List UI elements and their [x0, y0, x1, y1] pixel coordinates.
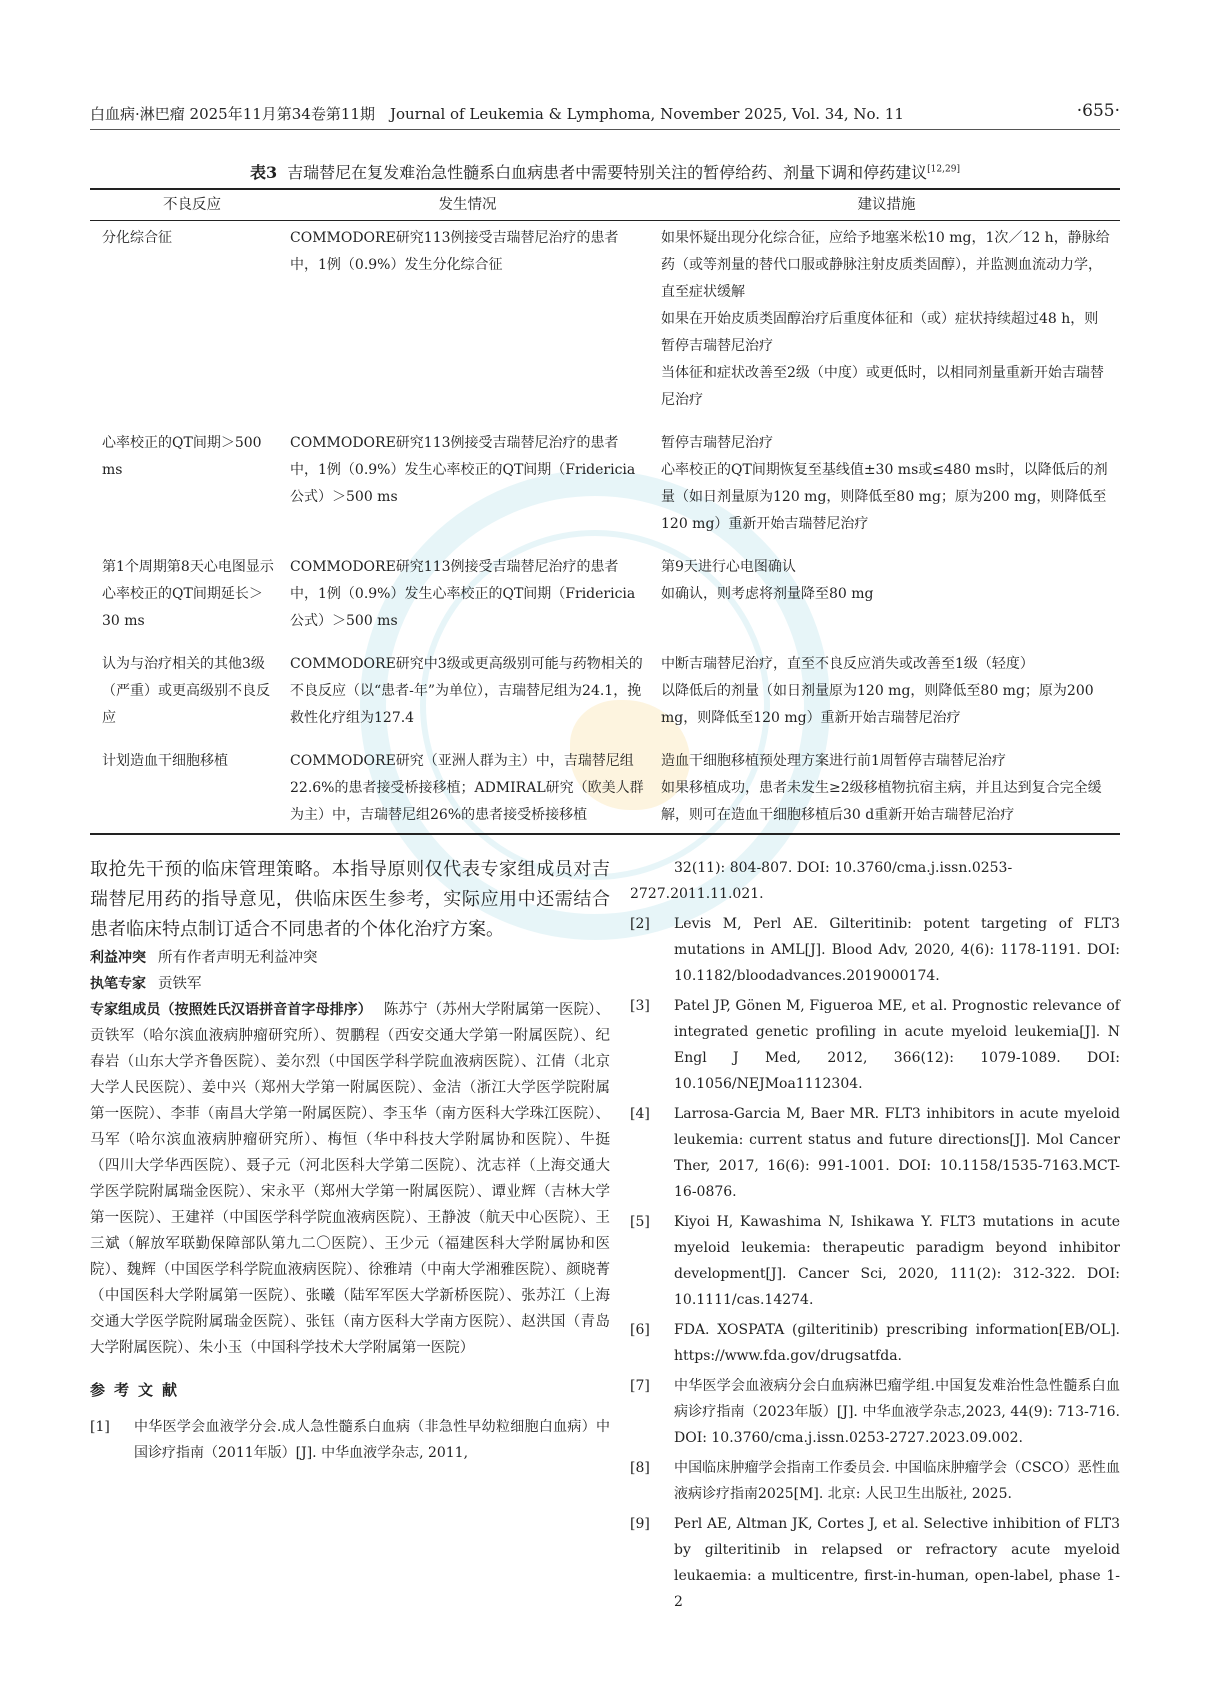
- reference-item: [630, 855, 1120, 907]
- reference-number: [8]: [630, 1460, 650, 1476]
- reference-item: [630, 911, 1120, 989]
- measure-item: 以降低后的剂量（如日剂量原为120 mg，则降低至80 mg；原为200 mg，则降低至120 mg）重新开始吉瑞替尼治疗: [661, 683, 1094, 726]
- reference-item: [630, 1373, 1120, 1451]
- table-row: [90, 744, 1120, 834]
- reference-text: 中华医学会血液病分会白血病淋巴瘤学组.中国复发难治性急性髓系白血病诊疗指南（2023年版）[J]. 中华血液学杂志,2023, 44(9): 713-716. DOI: 10.3760/cma.j.issn.0253-2727.2023.09.002.: [674, 1378, 1120, 1446]
- coi-text: 所有作者声明无利益冲突: [158, 950, 318, 966]
- reference-number: [1]: [90, 1419, 110, 1435]
- cell-reaction: 心率校正的QT间期＞500 ms: [102, 435, 262, 478]
- reference-item: [630, 1209, 1120, 1313]
- measure-item: 如确认，则考虑将剂量降至80 mg: [661, 586, 874, 602]
- reference-item: [630, 1317, 1120, 1369]
- conflict-of-interest: [90, 945, 610, 971]
- measure-item: 暂停吉瑞替尼治疗: [661, 435, 773, 451]
- page-number: ·655·: [1076, 101, 1120, 121]
- reference-item: [630, 993, 1120, 1097]
- reference-text: Perl AE, Altman JK, Cortes J, et al. Selective inhibition of FLT3 by gilteritinib in relapsed or refractory acute myeloid leukaemia: a multicentre, first-in-human, open-label, phase 1-2: [674, 1516, 1120, 1610]
- reference-number: [3]: [630, 998, 650, 1014]
- reference-text: Patel JP, Gönen M, Figueroa ME, et al. Prognostic relevance of integrated genetic profiling in acute myeloid leukemia[J]. N Engl J Med, 2012, 366(12): 1079-1089. DOI: 10.1056/NEJMoa1112304.: [674, 998, 1120, 1092]
- col-header-reaction: 不良反应: [90, 189, 282, 221]
- reference-number: [9]: [630, 1516, 650, 1532]
- journal-info: 白血病·淋巴瘤 2025年11月第34卷第11期 Journal of Leukemia & Lymphoma, November 2025, Vol. 34, No. 11: [90, 105, 904, 123]
- reference-item: [630, 1511, 1120, 1615]
- reference-number: [6]: [630, 1322, 650, 1338]
- table-title: 吉瑞替尼在复发难治急性髓系白血病患者中需要特别关注的暂停给药、剂量下调和停药建议: [287, 163, 928, 182]
- reference-text: Levis M, Perl AE. Gilteritinib: potent targeting of FLT3 mutations in AML[J]. Blood Adv, 2020, 4(6): 1178-1191. DOI: 10.1182/bloodadvances.2019000174.: [674, 916, 1120, 984]
- reference-item: [630, 1455, 1120, 1507]
- references-left: [90, 1414, 610, 1466]
- writing-expert: [90, 971, 610, 997]
- reference-text: 中国临床肿瘤学会指南工作委员会. 中国临床肿瘤学会（CSCO）恶性血液病诊疗指南2025[M]. 北京: 人民卫生出版社, 2025.: [674, 1460, 1120, 1502]
- table-title-ref: [12,29]: [927, 164, 960, 175]
- cell-occurrence: COMMODORE研究113例接受吉瑞替尼治疗的患者中，1例（0.9%）发生心率校正的QT间期（Fridericia公式）＞500 ms: [290, 435, 636, 505]
- author-text: 贡铁军: [158, 976, 202, 992]
- measure-item: 造血干细胞移植预处理方案进行前1周暂停吉瑞替尼治疗: [661, 753, 1006, 769]
- table-3: [90, 188, 1120, 835]
- reference-number: [2]: [630, 916, 650, 932]
- measure-item: 如果移植成功，患者未发生≥2级移植物抗宿主病，并且达到复合完全缓解，则可在造血干细胞移植后30 d重新开始吉瑞替尼治疗: [661, 780, 1102, 823]
- reference-number: [7]: [630, 1378, 650, 1394]
- cell-reaction: 分化综合征: [102, 230, 172, 246]
- cell-occurrence: COMMODORE研究（亚洲人群为主）中，吉瑞替尼组22.6%的患者接受桥接移植；ADMIRAL研究（欧美人群为主）中，吉瑞替尼组26%的患者接受桥接移植: [282, 744, 653, 834]
- cell-occurrence: COMMODORE研究113例接受吉瑞替尼治疗的患者中，1例（0.9%）发生心率校正的QT间期（Fridericia公式）＞500 ms: [290, 559, 636, 629]
- reference-text: 32(11): 804-807. DOI: 10.3760/cma.j.issn.0253-2727.2011.11.021.: [630, 860, 1013, 902]
- cell-measures: [653, 221, 1120, 427]
- cell-measures: [653, 647, 1120, 744]
- running-header: [90, 103, 1120, 130]
- measure-item: 心率校正的QT间期恢复至基线值±30 ms或≤480 ms时，以降低后的剂量（如日剂量原为120 mg，则降低至80 mg；原为200 mg，则降低至120 mg）重新开始吉瑞替尼治疗: [661, 462, 1108, 532]
- measure-item: 第9天进行心电图确认: [661, 559, 796, 575]
- reference-text: 中华医学会血液学分会.成人急性髓系白血病（非急性早幼粒细胞白血病）中国诊疗指南（2011年版）[J]. 中华血液学杂志, 2011,: [134, 1419, 610, 1461]
- reference-item: [630, 1101, 1120, 1205]
- table-header-row: [90, 189, 1120, 221]
- table-row: [90, 221, 1120, 427]
- table-label: 表3: [250, 163, 278, 182]
- expert-panel: [90, 997, 610, 1361]
- cell-measures: [653, 426, 1120, 550]
- cell-occurrence: COMMODORE研究中3级或更高级别可能与药物相关的不良反应（以“患者-年”为单位），吉瑞替尼组为24.1，挽救性化疗组为127.4: [290, 656, 643, 726]
- cell-reaction: 计划造血干细胞移植: [90, 744, 282, 834]
- panel-label: 专家组成员（按照姓氏汉语拼音首字母排序）: [90, 1002, 372, 1018]
- left-column: [90, 855, 610, 1470]
- reference-number: [5]: [630, 1214, 650, 1230]
- cell-reaction: 认为与治疗相关的其他3级（严重）或更高级别不良反应: [102, 656, 270, 726]
- col-header-occurrence: 发生情况: [282, 189, 653, 221]
- reference-text: Kiyoi H, Kawashima N, Ishikawa Y. FLT3 mutations in acute myeloid leukemia: therapeutic paradigm beyond inhibitor development[J]. Cancer Sci, 2020, 111(2): 312-322. DOI: 10.1111/cas.14274.: [674, 1214, 1120, 1308]
- coi-label: 利益冲突: [90, 950, 146, 966]
- reference-text: Larrosa-Garcia M, Baer MR. FLT3 inhibitors in acute myeloid leukemia: current status and future directions[J]. Mol Cancer Ther, 2017, 16(6): 991-1001. DOI: 10.1158/1535-7163.MCT-16-0876.: [674, 1106, 1120, 1200]
- panel-text: 陈苏宁（苏州大学附属第一医院）、贡铁军（哈尔滨血液病肿瘤研究所）、贺鹏程（西安交通大学第一附属医院）、纪春岩（山东大学齐鲁医院）、姜尔烈（中国医学科学院血液病医院）、江倩（北京大学人民医院）、姜中兴（郑州大学第一附属医院）、金洁（浙江大学医学院附属第一医院）、李菲（南昌大学第一附属医院）、李玉华（南方医科大学珠江医院）、马军（哈尔滨血液病肿瘤研究所）、梅恒（华中科技大学附属协和医院）、牛挺（四川大学华西医院）、聂子元（河北医科大学第二医院）、沈志祥（上海交通大学医学院附属瑞金医院）、宋永平（郑州大学第一附属医院）、谭业辉（吉林大学第一医院）、王建祥（中国医学科学院血液病医院）、王静波（航天中心医院）、王三斌（解放军联勤保障部队第九二〇医院）、王少元（福建医科大学附属协和医院）、魏辉（中国医学科学院血液病医院）、徐雅靖（中南大学湘雅医院）、颜晓菁（中国医科大学附属第一医院）、张曦（陆军军医大学新桥医院）、张苏江（上海交通大学医学院附属瑞金医院）、张钰（南方医科大学南方医院）、赵洪国（青岛大学附属医院）、朱小玉（中国科学技术大学附属第一医院）: [90, 1002, 611, 1356]
- table-caption: [90, 160, 1120, 183]
- measure-item: 如果怀疑出现分化综合征，应给予地塞米松10 mg，1次／12 h，静脉给药（或等剂量的替代口服或静脉注射皮质类固醇），并监测血流动力学，直至症状缓解: [661, 230, 1110, 300]
- table-row: [90, 426, 1120, 550]
- cell-reaction: 第1个周期第8天心电图显示心率校正的QT间期延长＞30 ms: [102, 559, 274, 629]
- cell-measures: [653, 550, 1120, 647]
- conclusion-paragraph: 取抢先干预的临床管理策略。本指导原则仅代表专家组成员对吉瑞替尼用药的指导意见，供临床医生参考，实际应用中还需结合患者临床特点制订适合不同患者的个体化治疗方案。: [90, 859, 610, 940]
- author-label: 执笔专家: [90, 976, 146, 992]
- col-header-measures: 建议措施: [653, 189, 1120, 221]
- measure-item: 当体征和症状改善至2级（中度）或更低时，以相同剂量重新开始吉瑞替尼治疗: [661, 365, 1104, 408]
- reference-text: FDA. XOSPATA (gilteritinib) prescribing information[EB/OL]. https://www.fda.gov/drugsatfda.: [674, 1322, 1120, 1364]
- reference-item: [90, 1414, 610, 1466]
- table-row: [90, 550, 1120, 647]
- references-heading: 参考文献: [90, 1381, 187, 1399]
- reference-number: [4]: [630, 1106, 650, 1122]
- measure-item: 如果在开始皮质类固醇治疗后重度体征和（或）症状持续超过48 h，则暂停吉瑞替尼治疗: [661, 311, 1099, 354]
- references-right: [630, 855, 1120, 1615]
- cell-occurrence: COMMODORE研究113例接受吉瑞替尼治疗的患者中，1例（0.9%）发生分化综合征: [290, 230, 619, 273]
- right-column: [630, 855, 1120, 1619]
- measure-item: 中断吉瑞替尼治疗，直至不良反应消失或改善至1级（轻度）: [661, 656, 1034, 672]
- table-row: [90, 647, 1120, 744]
- cell-measures: [653, 744, 1120, 834]
